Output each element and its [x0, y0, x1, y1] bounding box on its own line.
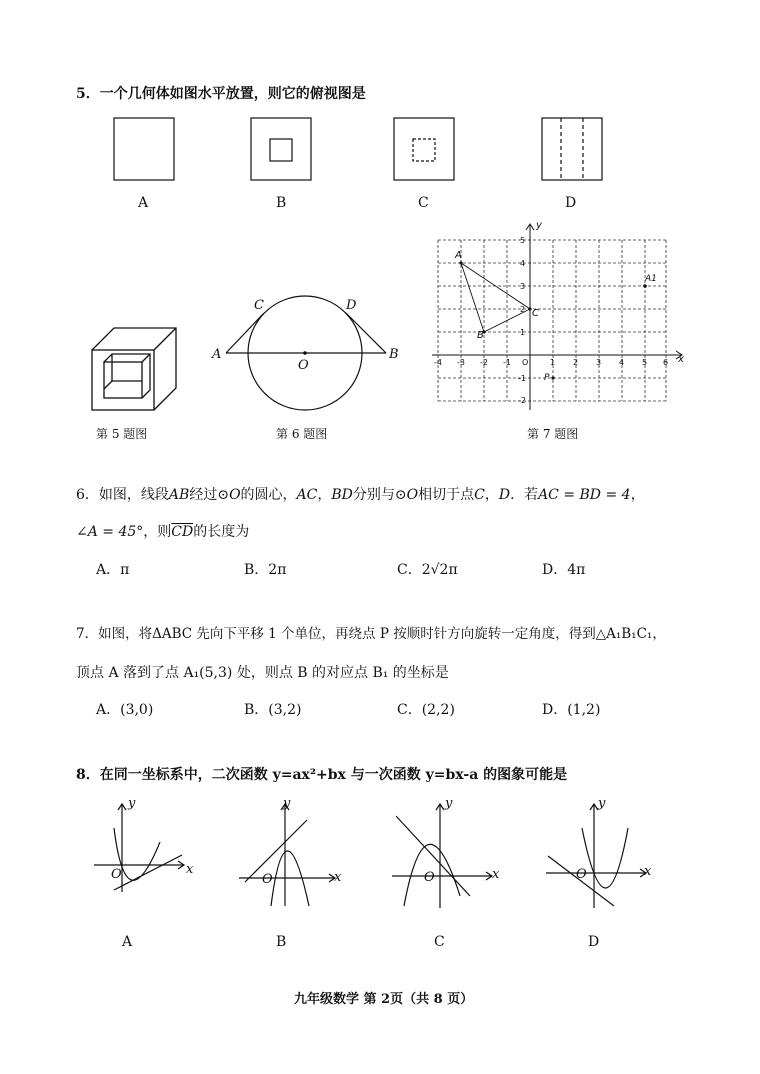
fig7-xtick: 5: [642, 358, 648, 367]
q6-option-b: B．2π: [244, 562, 287, 578]
q8-option-a: A: [122, 934, 133, 950]
q8-option-d: D: [588, 934, 600, 950]
fig7-caption: 第 7 题图: [527, 427, 579, 441]
q8-graph-c-x: x: [492, 867, 500, 882]
fig7-label-p: P: [544, 373, 550, 383]
q7-line2: 顶点 A 落到了点 A₁(5,3) 处，则点 B 的对应点 B₁ 的坐标是: [76, 665, 449, 681]
fig6-caption: 第 6 题图: [276, 427, 328, 441]
q6-option-d: D．4π: [542, 562, 586, 578]
q8-option-c: C: [434, 934, 445, 950]
q6-option-a: A．π: [96, 562, 130, 578]
fig6-label-o: O: [298, 358, 309, 373]
q8-option-b: B: [276, 934, 287, 950]
q8-graph-d: [544, 800, 654, 910]
fig7-label-a: A: [455, 250, 462, 261]
fig7-ytick: 2: [520, 305, 526, 314]
q5-label-b: B: [276, 195, 287, 211]
fig7-xtick: 4: [619, 358, 625, 367]
q6-line2: ∠A = 45°，则$\overline{CD}$的长度为: [76, 524, 250, 540]
q6-line1: 6．如图，线段AB经过⊙O的圆心，AC，BD分别与⊙O相切于点C，D．若AC = BD = 4，: [76, 487, 645, 503]
fig5-cube-figure: [90, 326, 180, 412]
fig7-xtick: -1: [503, 358, 511, 367]
fig6-label-c: C: [254, 298, 264, 313]
q5-option-a-figure: [113, 117, 175, 181]
q8-graph-a-x: x: [186, 862, 194, 877]
q8-graph-b-y: y: [283, 796, 291, 811]
fig7-axis-y: y: [536, 220, 542, 231]
fig7-xtick: -4: [434, 358, 442, 367]
q5-label-d: D: [565, 195, 577, 211]
fig7-axis-x: x: [678, 354, 684, 365]
q8-graph-b-origin: O: [262, 872, 273, 887]
fig7-xtick: 1: [550, 358, 556, 367]
q7-line1: 7．如图，将ΔABC 先向下平移 1 个单位，再绕点 P 按顺时针方向旋转一定角度，得到△A₁B₁C₁，: [76, 626, 666, 642]
fig7-label-b: B: [477, 330, 484, 341]
q8-graph-b: [237, 800, 342, 910]
q5-option-c-figure: [393, 117, 455, 181]
fig7-xtick: 3: [596, 358, 602, 367]
fig7-ytick: 5: [520, 236, 526, 245]
q8-stem: 8．在同一坐标系中，二次函数 y=ax²+bx 与一次函数 y=bx-a 的图象可能是: [76, 767, 568, 783]
fig6-circle-figure: [220, 290, 390, 420]
fig7-ytick: -2: [518, 396, 526, 405]
q8-graph-d-x: x: [644, 864, 652, 879]
page-footer: 九年级数学 第 2页（共 8 页）: [294, 992, 474, 1007]
q7-option-a: A．(3,0): [96, 702, 154, 718]
fig7-ytick: 1: [520, 328, 526, 337]
fig6-label-d: D: [346, 298, 357, 313]
fig7-xtick: -2: [480, 358, 488, 367]
q5-option-d-figure: [541, 117, 603, 181]
q8-graph-a: [92, 800, 192, 895]
q8-graph-d-y: y: [598, 796, 606, 811]
fig7-origin: O: [522, 358, 529, 367]
fig7-label-a1: A1: [645, 274, 657, 284]
q8-graph-b-x: x: [334, 870, 342, 885]
q8-graph-c-y: y: [445, 796, 453, 811]
fig7-xtick: -3: [457, 358, 465, 367]
q8-graph-c-origin: O: [424, 870, 435, 885]
fig7-ytick: 4: [520, 259, 526, 268]
fig7-xtick: 6: [663, 358, 669, 367]
q7-option-d: D．(1,2): [542, 702, 601, 718]
fig7-ytick: -1: [518, 374, 526, 383]
q8-graph-c: [390, 800, 500, 910]
q8-graph-a-origin: O: [111, 867, 122, 882]
q7-option-c: C．(2,2): [397, 702, 455, 718]
q8-graph-d-origin: O: [576, 867, 587, 882]
q5-label-a: A: [138, 195, 149, 211]
q6-option-c: C．2√2π: [397, 562, 458, 578]
fig7-xtick: 2: [573, 358, 579, 367]
fig7-labels: [432, 220, 688, 412]
fig6-label-a: A: [212, 347, 222, 362]
q5-option-b-figure: [250, 117, 312, 181]
q5-stem: 5．一个几何体如图水平放置，则它的俯视图是: [76, 86, 366, 102]
q5-label-c: C: [418, 195, 429, 211]
fig6-label-b: B: [389, 347, 399, 362]
fig7-label-c: C: [532, 308, 539, 319]
fig5-caption: 第 5 题图: [96, 427, 148, 441]
fig7-ytick: 3: [520, 282, 526, 291]
q8-graph-a-y: y: [128, 796, 136, 811]
q7-option-b: B．(3,2): [244, 702, 302, 718]
